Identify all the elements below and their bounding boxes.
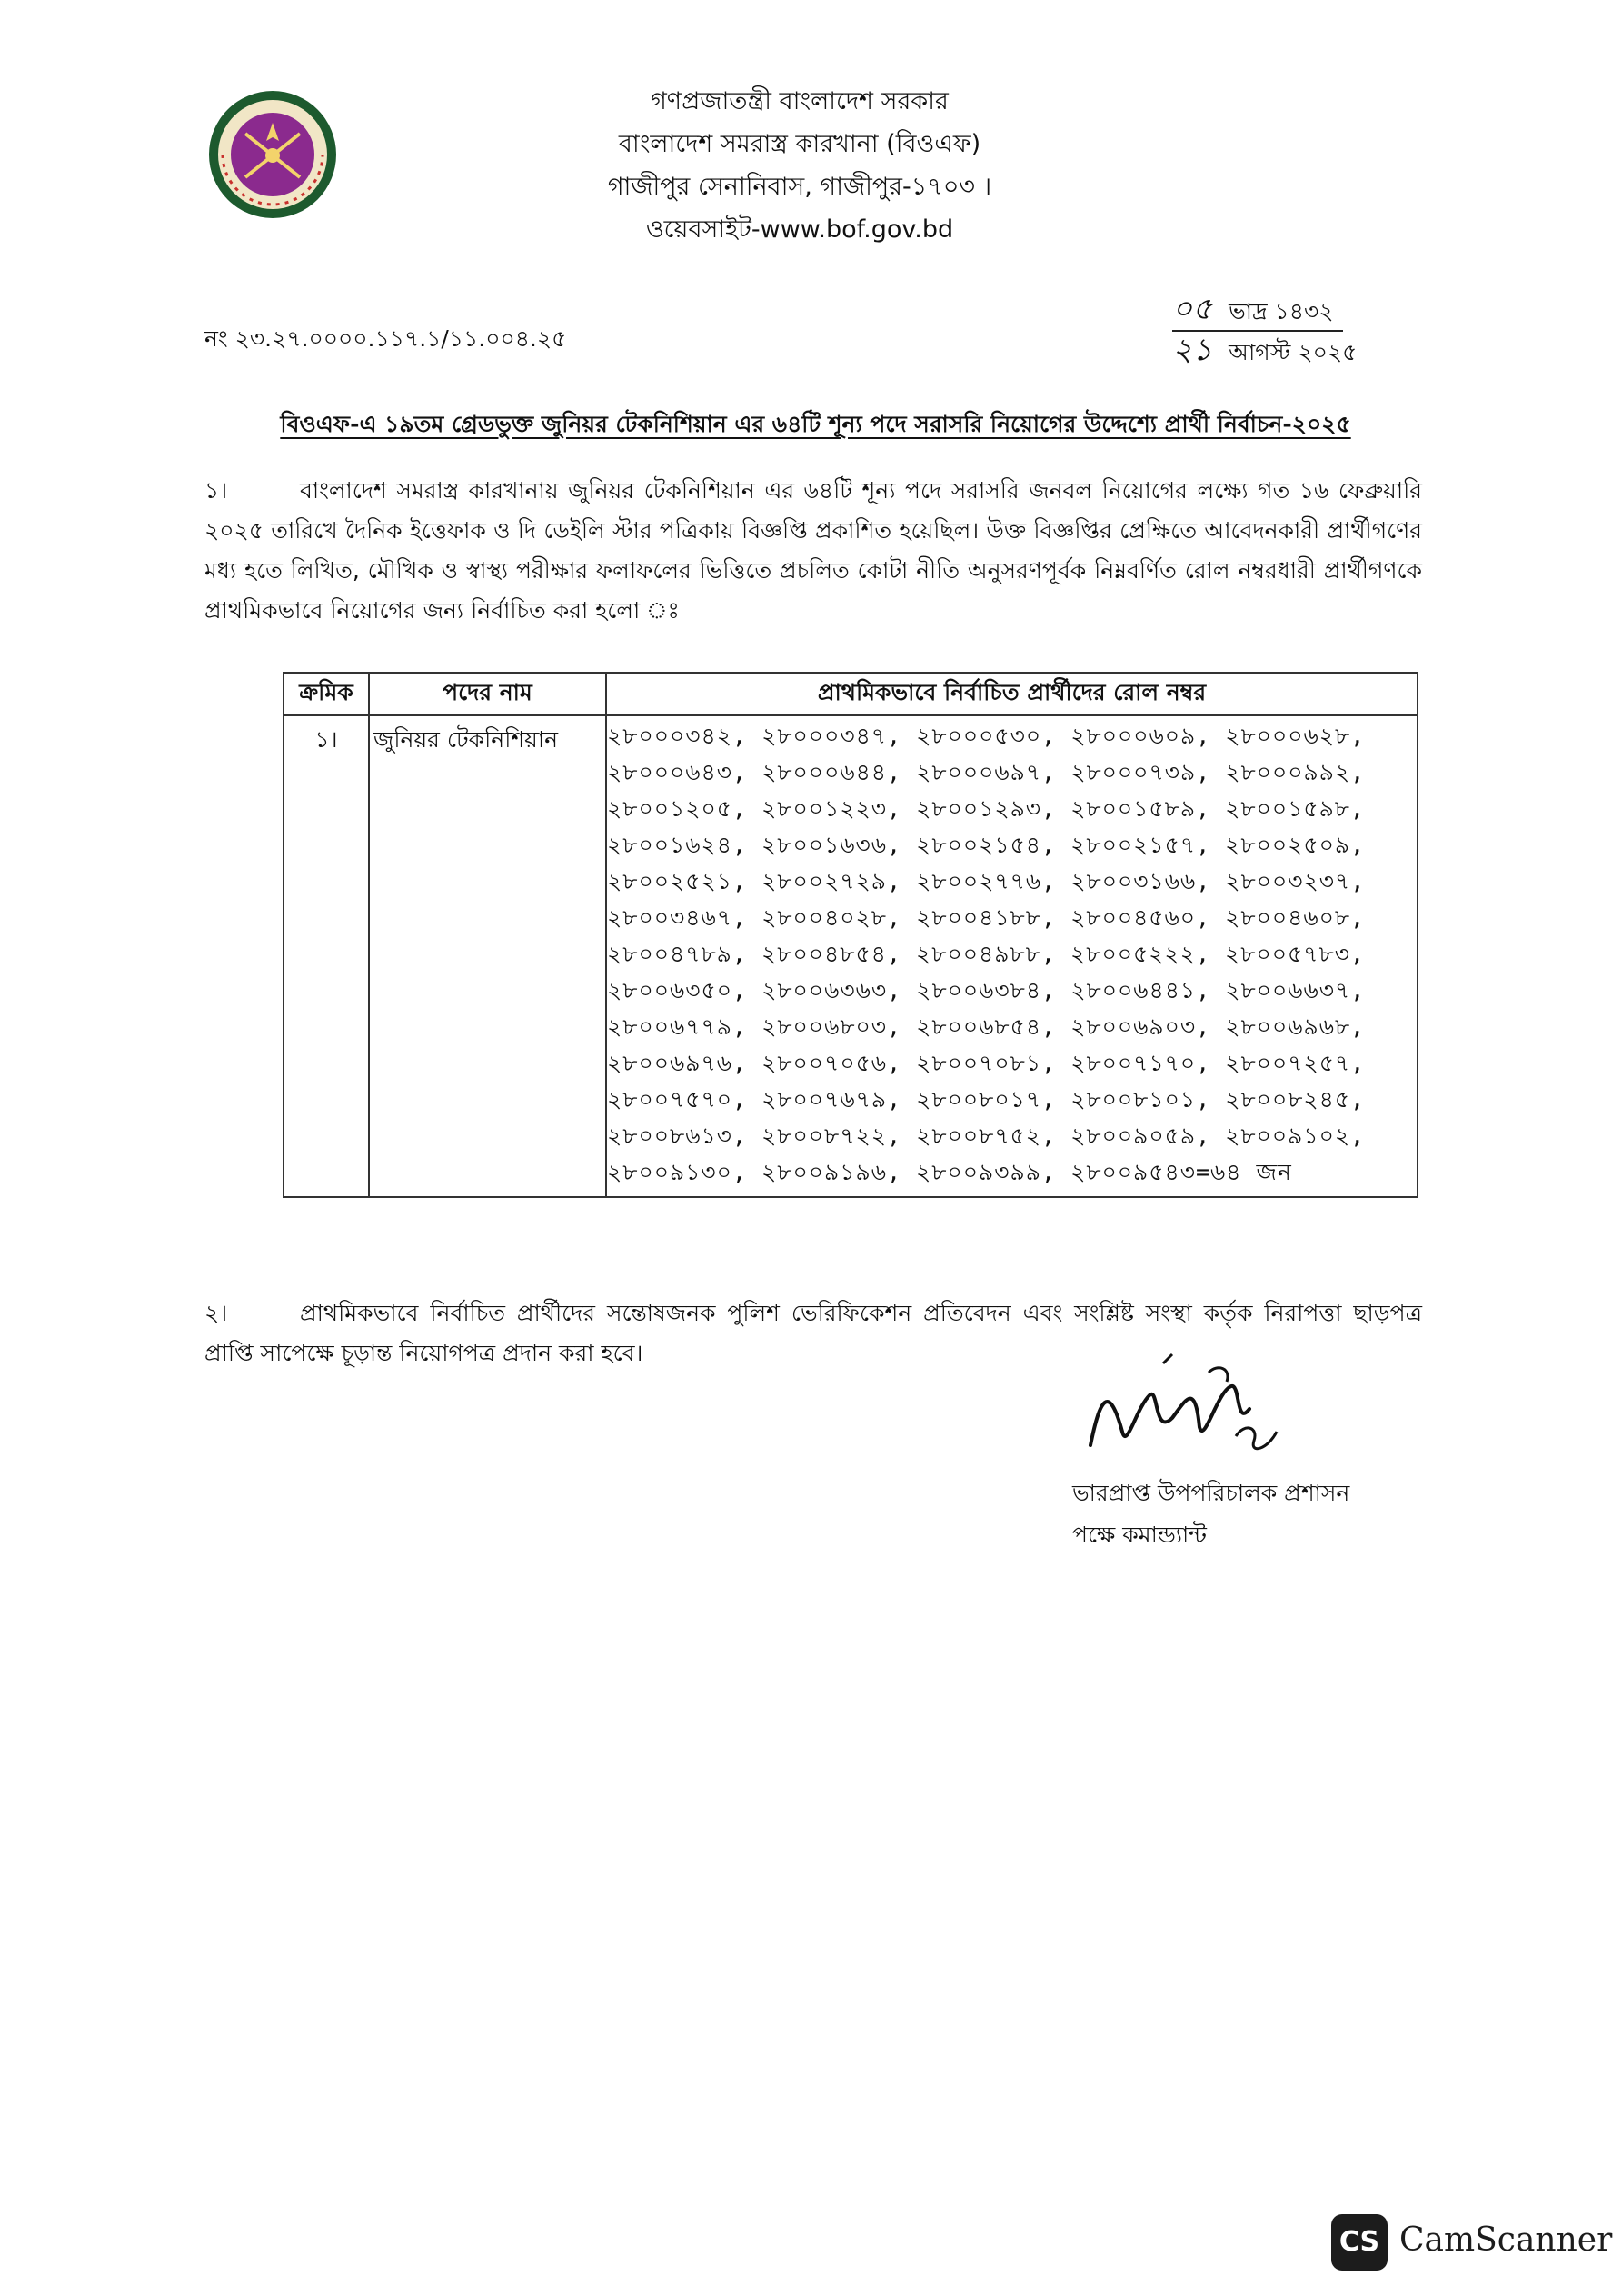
roll-line: ২৮০০৯১৩০, ২৮০০৯১৯৬, ২৮০০৯৩৯৯, ২৮০০৯৫৪৩=৬৪ জন xyxy=(607,1159,1292,1185)
paragraph-1-number: ১। xyxy=(204,477,228,504)
bangla-day: ০৫ xyxy=(1172,291,1213,327)
paragraph-1 xyxy=(204,471,1422,631)
camscanner-watermark xyxy=(1331,2214,1613,2278)
roll-line: ২৮০০১৬২৪, ২৮০০১৬৩৬, ২৮০০২১৫৪, ২৮০০২১৫৭, ২৮০০২৫০৯, xyxy=(607,832,1366,858)
signatory-designation: ভারপ্রাপ্ত উপপরিচালক প্রশাসন xyxy=(1072,1480,1350,1506)
roll-line: ২৮০০৬৩৫০, ২৮০০৬৩৬৩, ২৮০০৬৩৮৪, ২৮০০৬৪৪১, ২৮০০৬৬৩৭, xyxy=(607,977,1366,1003)
roll-numbers-cell xyxy=(606,715,1418,1197)
roll-line: ২৮০০৮৬১৩, ২৮০০৮৭২২, ২৮০০৮৭৫২, ২৮০০৯০৫৯, ২৮০০৯১০২, xyxy=(607,1123,1366,1149)
post-cell: জুনিয়র টেকনিশিয়ান xyxy=(369,715,606,1197)
org-name: বাংলাদেশ সমরাস্ত্র কারখানা (বিওএফ) xyxy=(618,130,981,158)
memo-number: নং ২৩.২৭.০০০০.১১৭.১/১১.০০৪.২৫ xyxy=(204,325,567,352)
govt-name: গণপ্রজাতন্ত্রী বাংলাদেশ সরকার xyxy=(651,87,949,115)
paragraph-2-text: প্রাথমিকভাবে নির্বাচিত প্রার্থীদের সন্তোষজনক পুলিশ ভেরিফিকেশন প্রতিবেদন এবং সংশ্লিষ্ট সংস্থা কর্তৃক নিরাপত্তা ছাড়পত্র প্রাপ্তি সাপেক্ষে চূড়ান্ত নিয়োগপত্র প্রদান করা হবে। xyxy=(204,1300,1422,1366)
signatory-on-behalf: পক্ষে কমান্ড্যান্ট xyxy=(1072,1522,1207,1548)
english-month-year: আগস্ট ২০২৫ xyxy=(1229,339,1358,365)
col-rolls-header: প্রাথমিকভাবে নির্বাচিত প্রার্থীদের রোল নম্বর xyxy=(606,673,1418,715)
paragraph-2-number: ২। xyxy=(204,1300,228,1326)
roll-line: ২৮০০২৫২১, ২৮০০২৭২৯, ২৮০০২৭৭৬, ২৮০০৩১৬৬, ২৮০০৩২৩৭, xyxy=(607,868,1366,894)
handwritten-signature xyxy=(1072,1345,1309,1491)
org-address: গাজীপুর সেনানিবাস, গাজীপুর-১৭০৩ । xyxy=(607,173,992,201)
roll-line: ২৮০০৩৪৬৭, ২৮০০৪০২৮, ২৮০০৪১৮৮, ২৮০০৪৫৬০, ২৮০০৪৬০৮, xyxy=(607,904,1366,931)
roll-line: ২৮০০৭৫৭০, ২৮০০৭৬৭৯, ২৮০০৮০১৭, ২৮০০৮১০১, ২৮০০৮২৪৫, xyxy=(607,1086,1366,1113)
roll-line: ২৮০০৬৭৭৯, ২৮০০৬৮০৩, ২৮০০৬৮৫৪, ২৮০০৬৯০৩, ২৮০০৬৯৬৮, xyxy=(607,1013,1366,1040)
roll-line: ২৮০০০৬৪৩, ২৮০০০৬৪৪, ২৮০০০৬৯৭, ২৮০০০৭৩৯, ২৮০০০৯৯২, xyxy=(607,759,1366,785)
camscanner-logo-icon: CS xyxy=(1331,2214,1388,2271)
selected-candidates-table xyxy=(283,672,1418,1198)
serial-cell: ১। xyxy=(284,715,369,1197)
signatory-block xyxy=(1072,1472,1349,1556)
subject-line: বিওএফ-এ ১৯তম গ্রেডভুক্ত জুনিয়র টেকনিশিয়ান এর ৬৪টি শূন্য পদে সরাসরি নিয়োগের উদ্দেশ্যে প্রার্থী নির্বাচন-২০২৫ xyxy=(280,411,1351,437)
bangla-month-year: ভাদ্র ১৪৩২ xyxy=(1229,298,1334,324)
english-day: ২১ xyxy=(1172,332,1213,368)
roll-line: ২৮০০৬৯৭৬, ২৮০০৭০৫৬, ২৮০০৭০৮১, ২৮০০৭১৭০, ২৮০০৭২৫৭, xyxy=(607,1050,1366,1076)
org-website: ওয়েবসাইট-www.bof.gov.bd xyxy=(645,215,954,244)
roll-line: ২৮০০৪৭৮৯, ২৮০০৪৮৫৪, ২৮০০৪৯৮৮, ২৮০০৫২২২, ২৮০০৫৭৮৩, xyxy=(607,941,1366,967)
col-serial-header: ক্রমিক xyxy=(284,673,369,715)
table-header-row xyxy=(284,673,1418,715)
col-post-header: পদের নাম xyxy=(369,673,606,715)
bangla-date-line xyxy=(1172,291,1343,332)
paragraph-1-text: বাংলাদেশ সমরাস্ত্র কারখানায় জুনিয়র টেকনিশিয়ান এর ৬৪টি শূন্য পদে সরাসরি জনবল নিয়োগের লক্ষ্যে গত ১৬ ফেব্রুয়ারি ২০২৫ তারিখে দৈনিক ইত্তেফাক ও দি ডেইলি স্টার পত্রিকায় বিজ্ঞপ্তি প্রকাশিত হয়েছিল। উক্ত বিজ্ঞপ্তির প্রেক্ষিতে আবেদনকারী প্রার্থীগণের মধ্য হতে লিখিত, মৌখিক ও স্বাস্থ্য পরীক্ষার ফলাফলের ভিত্তিতে প্রচলিত কোটা নীতি অনুসরণপূর্বক নিম্নবর্ণিত রোল নম্বরধারী প্রার্থীগণকে প্রাথমিকভাবে নিয়োগের জন্য নির্বাচিত করা হলো ঃ xyxy=(204,477,1422,624)
english-date-line xyxy=(1172,332,1357,371)
roll-line: ২৮০০০৩৪২, ২৮০০০৩৪৭, ২৮০০০৫৩০, ২৮০০০৬০৯, ২৮০০০৬২৮, xyxy=(607,723,1366,749)
table-row xyxy=(284,715,1418,1197)
camscanner-brand-text: CamScanner xyxy=(1399,2221,1613,2259)
bof-emblem-logo xyxy=(204,86,341,223)
date-block xyxy=(1172,291,1357,371)
roll-line: ২৮০০১২০৫, ২৮০০১২২৩, ২৮০০১২৯৩, ২৮০০১৫৮৯, ২৮০০১৫৯৮, xyxy=(607,795,1366,822)
